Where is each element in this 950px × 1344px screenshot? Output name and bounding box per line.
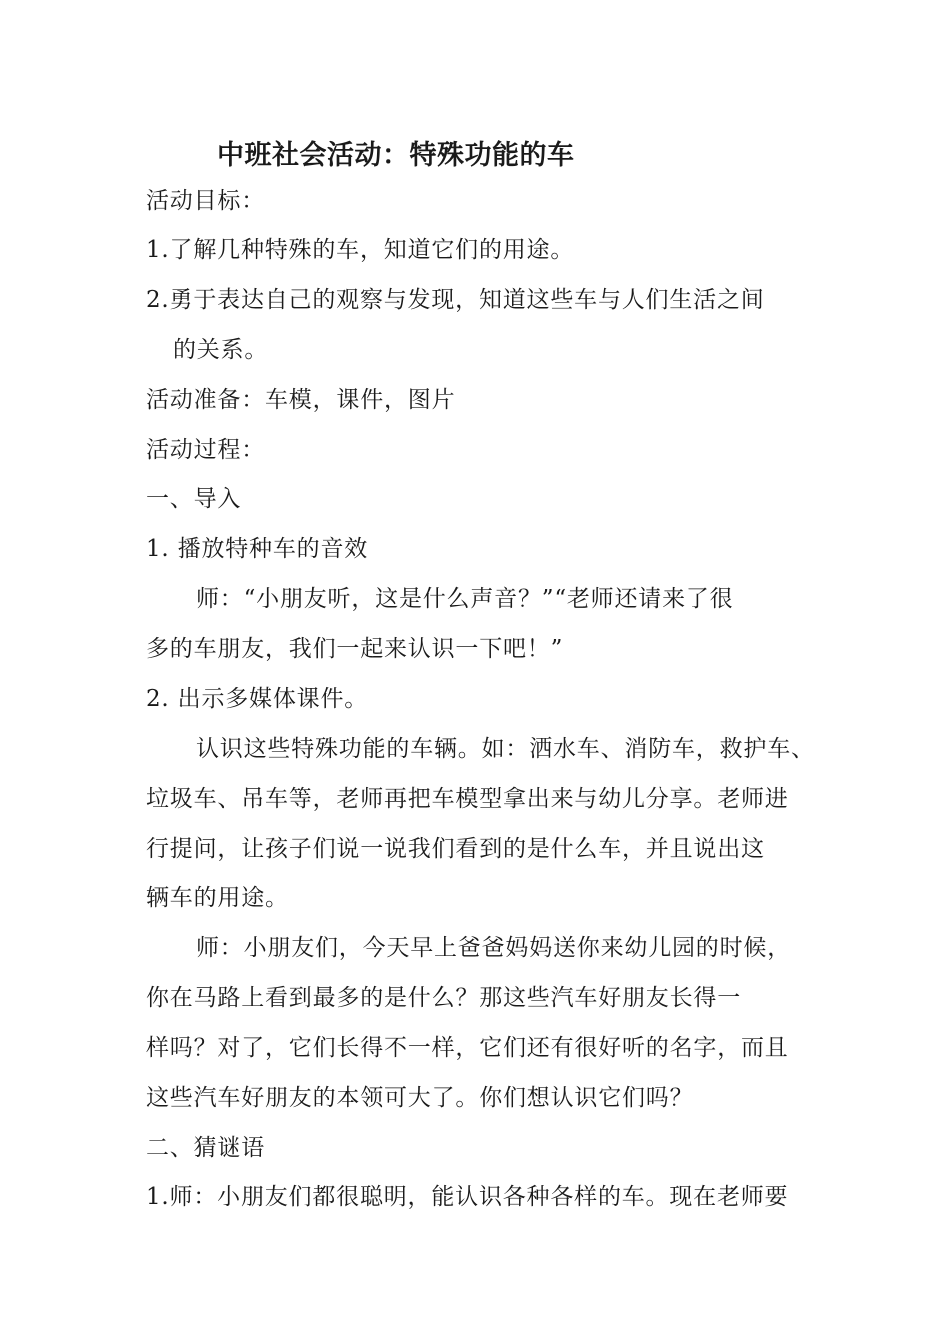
document-title: 中班社会活动：特殊功能的车 (217, 140, 575, 171)
paragraph-line: 这些汽车好朋友的本领可大了。你们想认识它们吗？ (146, 1085, 694, 1111)
paragraph-line: 垃圾车、吊车等，老师再把车模型拿出来与幼儿分享。老师进 (146, 786, 789, 812)
paragraph-line: 行提问，让孩子们说一说我们看到的是什么车，并且说出这 (146, 836, 765, 862)
paragraph-line: 师：“小朋友听，这是什么声音？”“老师还请来了很 (196, 586, 734, 612)
subsection-heading-intro: 一、导入 (146, 486, 242, 512)
goal-item-2: 2.勇于表达自己的观察与发现，知道这些车与人们生活之间 (146, 287, 765, 313)
paragraph-line: 你在马路上看到最多的是什么？那这些汽车好朋友长得一 (146, 985, 741, 1011)
subsection-heading-riddles: 二、猜谜语 (146, 1135, 265, 1161)
paragraph-line: 样吗？对了，它们长得不一样，它们还有很好听的名字，而且 (146, 1035, 789, 1061)
paragraph-line: 师：小朋友们，今天早上爸爸妈妈送你来幼儿园的时候， (196, 935, 791, 961)
goal-item-1: 1.了解几种特殊的车，知道它们的用途。 (146, 237, 575, 263)
paragraph-line: 多的车朋友，我们一起来认识一下吧！” (146, 636, 564, 662)
step-item-2: 2. 出示多媒体课件。 (146, 686, 369, 712)
goal-item-2-continued: 的关系。 (173, 337, 269, 363)
step-item-riddle-1: 1.师：小朋友们都很聪明，能认识各种各样的车。现在老师要 (146, 1184, 789, 1210)
paragraph-line: 辆车的用途。 (146, 885, 289, 911)
step-item-1: 1. 播放特种车的音效 (146, 536, 369, 562)
paragraph-line: 认识这些特殊功能的车辆。如：洒水车、消防车，救护车、 (196, 736, 815, 762)
section-heading-goals: 活动目标： (146, 188, 265, 214)
section-heading-preparation: 活动准备：车模，课件，图片 (146, 387, 456, 413)
section-heading-process: 活动过程： (146, 437, 265, 463)
